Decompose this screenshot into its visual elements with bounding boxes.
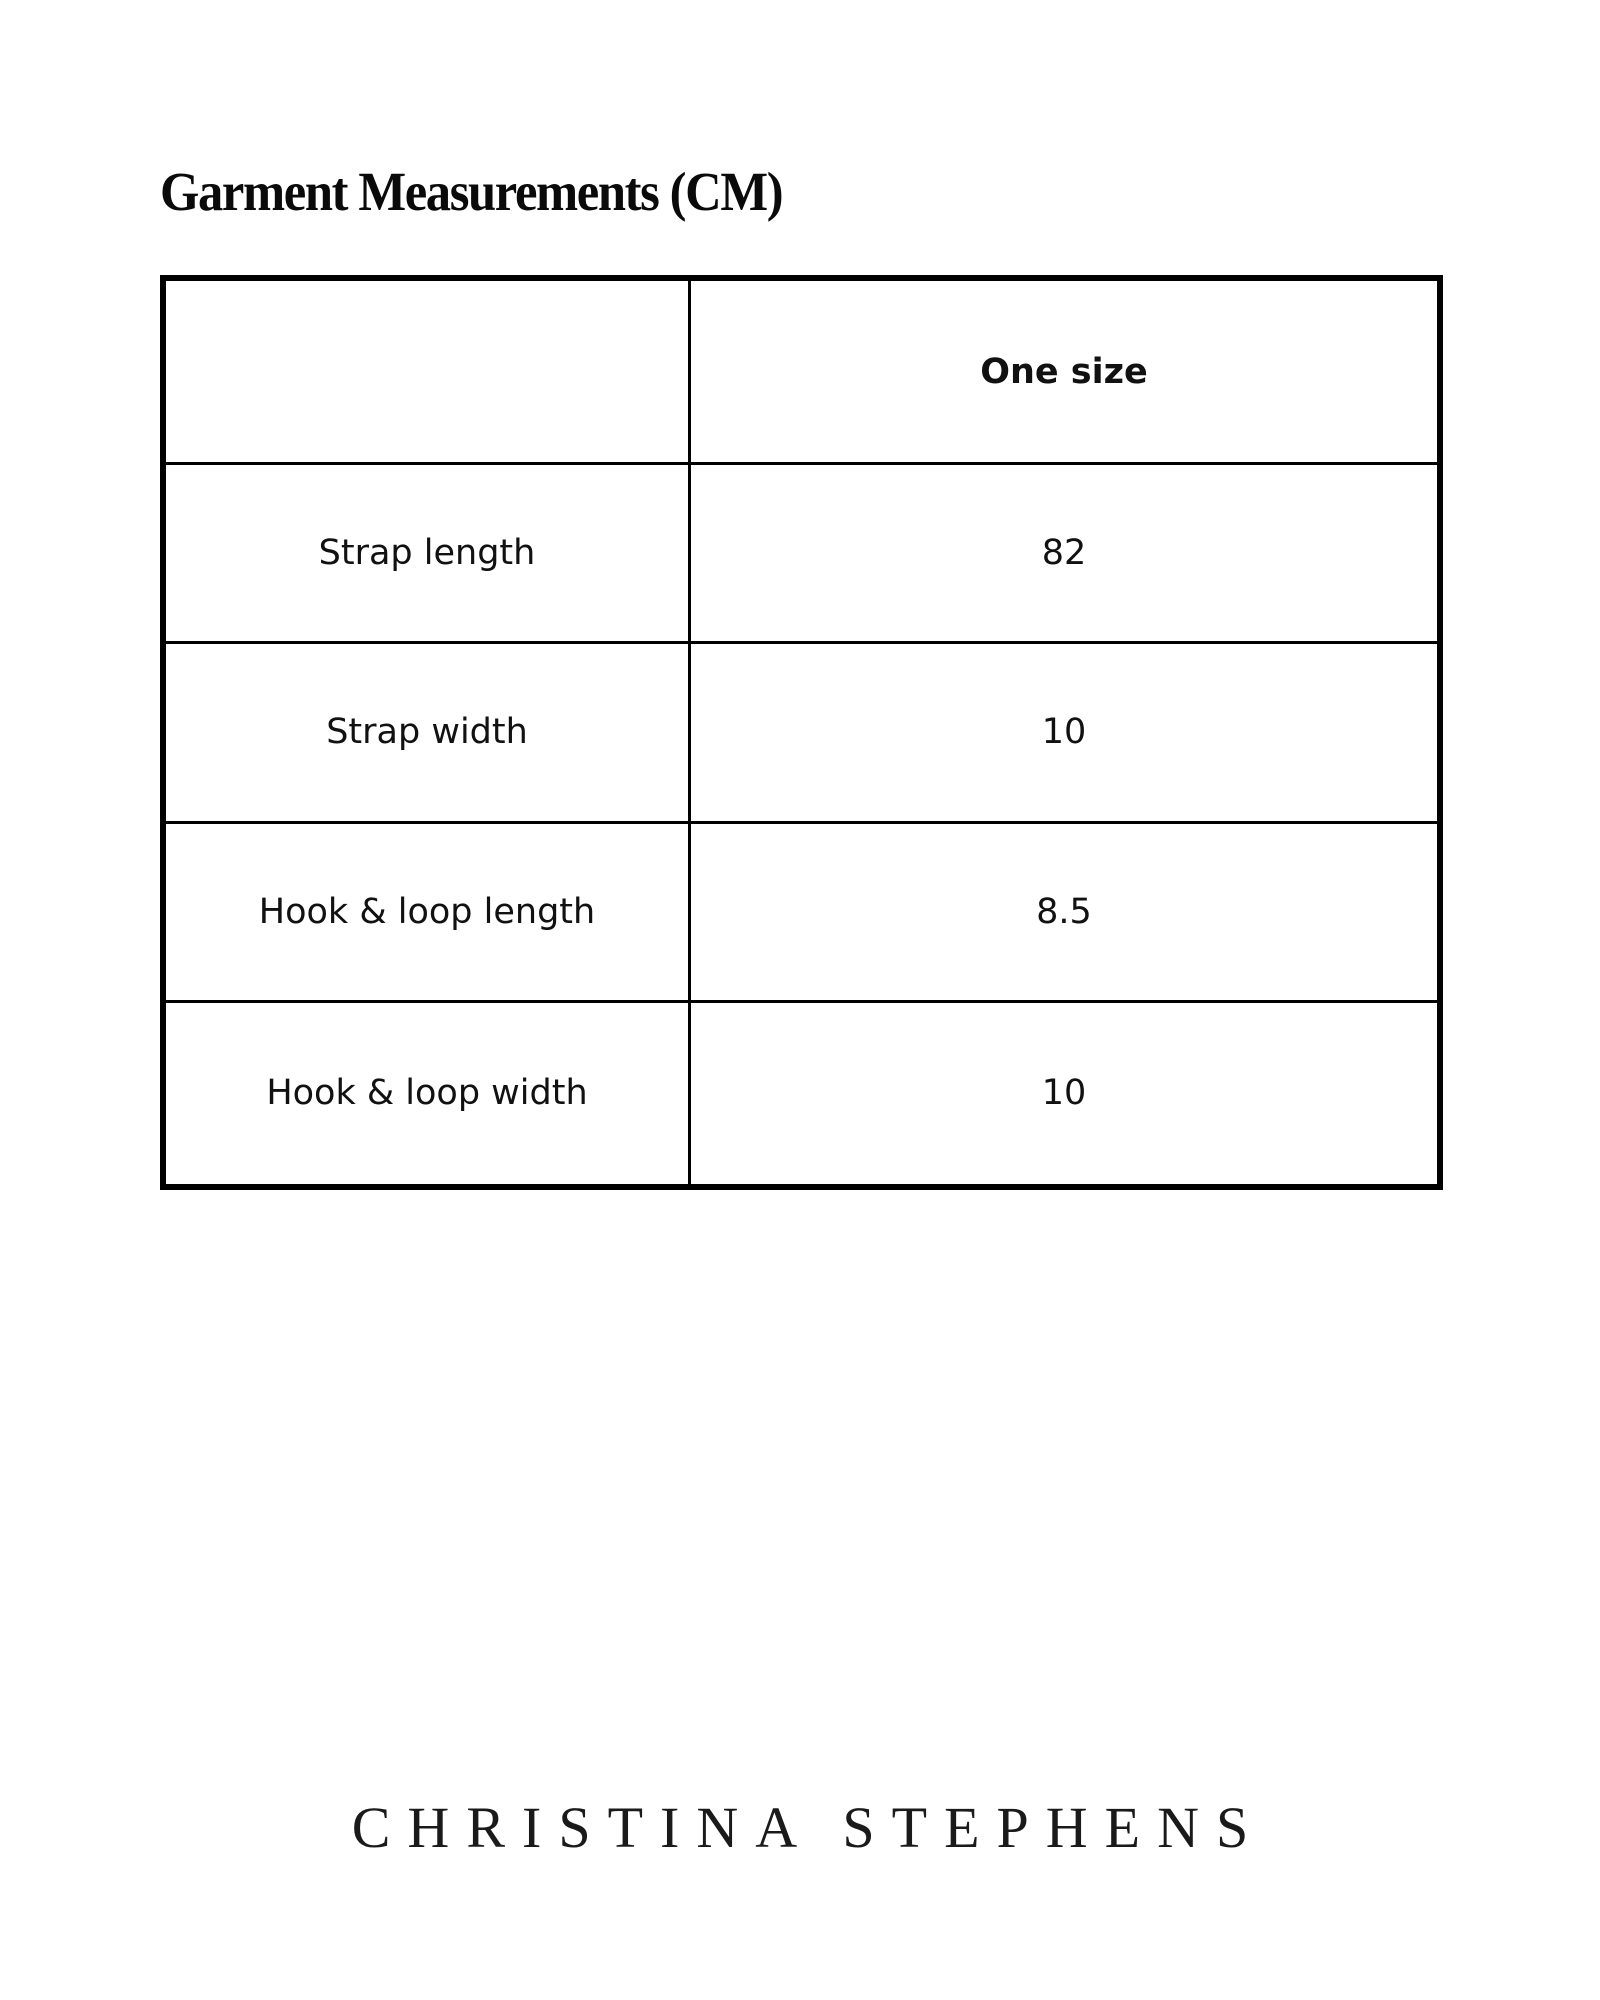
header-empty-cell	[163, 278, 690, 464]
row-value: 8.5	[690, 822, 1441, 1001]
row-value: 10	[690, 643, 1441, 822]
table-header-row	[163, 278, 1440, 464]
row-value: 82	[690, 464, 1441, 643]
table-row	[163, 643, 1440, 822]
table-row	[163, 822, 1440, 1001]
row-value: 10	[690, 1001, 1441, 1187]
page-title: Garment Measurements (CM)	[160, 161, 783, 222]
row-label: Strap width	[163, 643, 690, 822]
row-label: Strap length	[163, 464, 690, 643]
row-label: Hook & loop width	[163, 1001, 690, 1187]
measurements-table	[160, 275, 1443, 1190]
header-size-cell: One size	[690, 278, 1441, 464]
brand-logo: CHRISTINA STEPHENS	[351, 1795, 1266, 1860]
table-row	[163, 464, 1440, 643]
table-row	[163, 1001, 1440, 1187]
row-label: Hook & loop length	[163, 822, 690, 1001]
